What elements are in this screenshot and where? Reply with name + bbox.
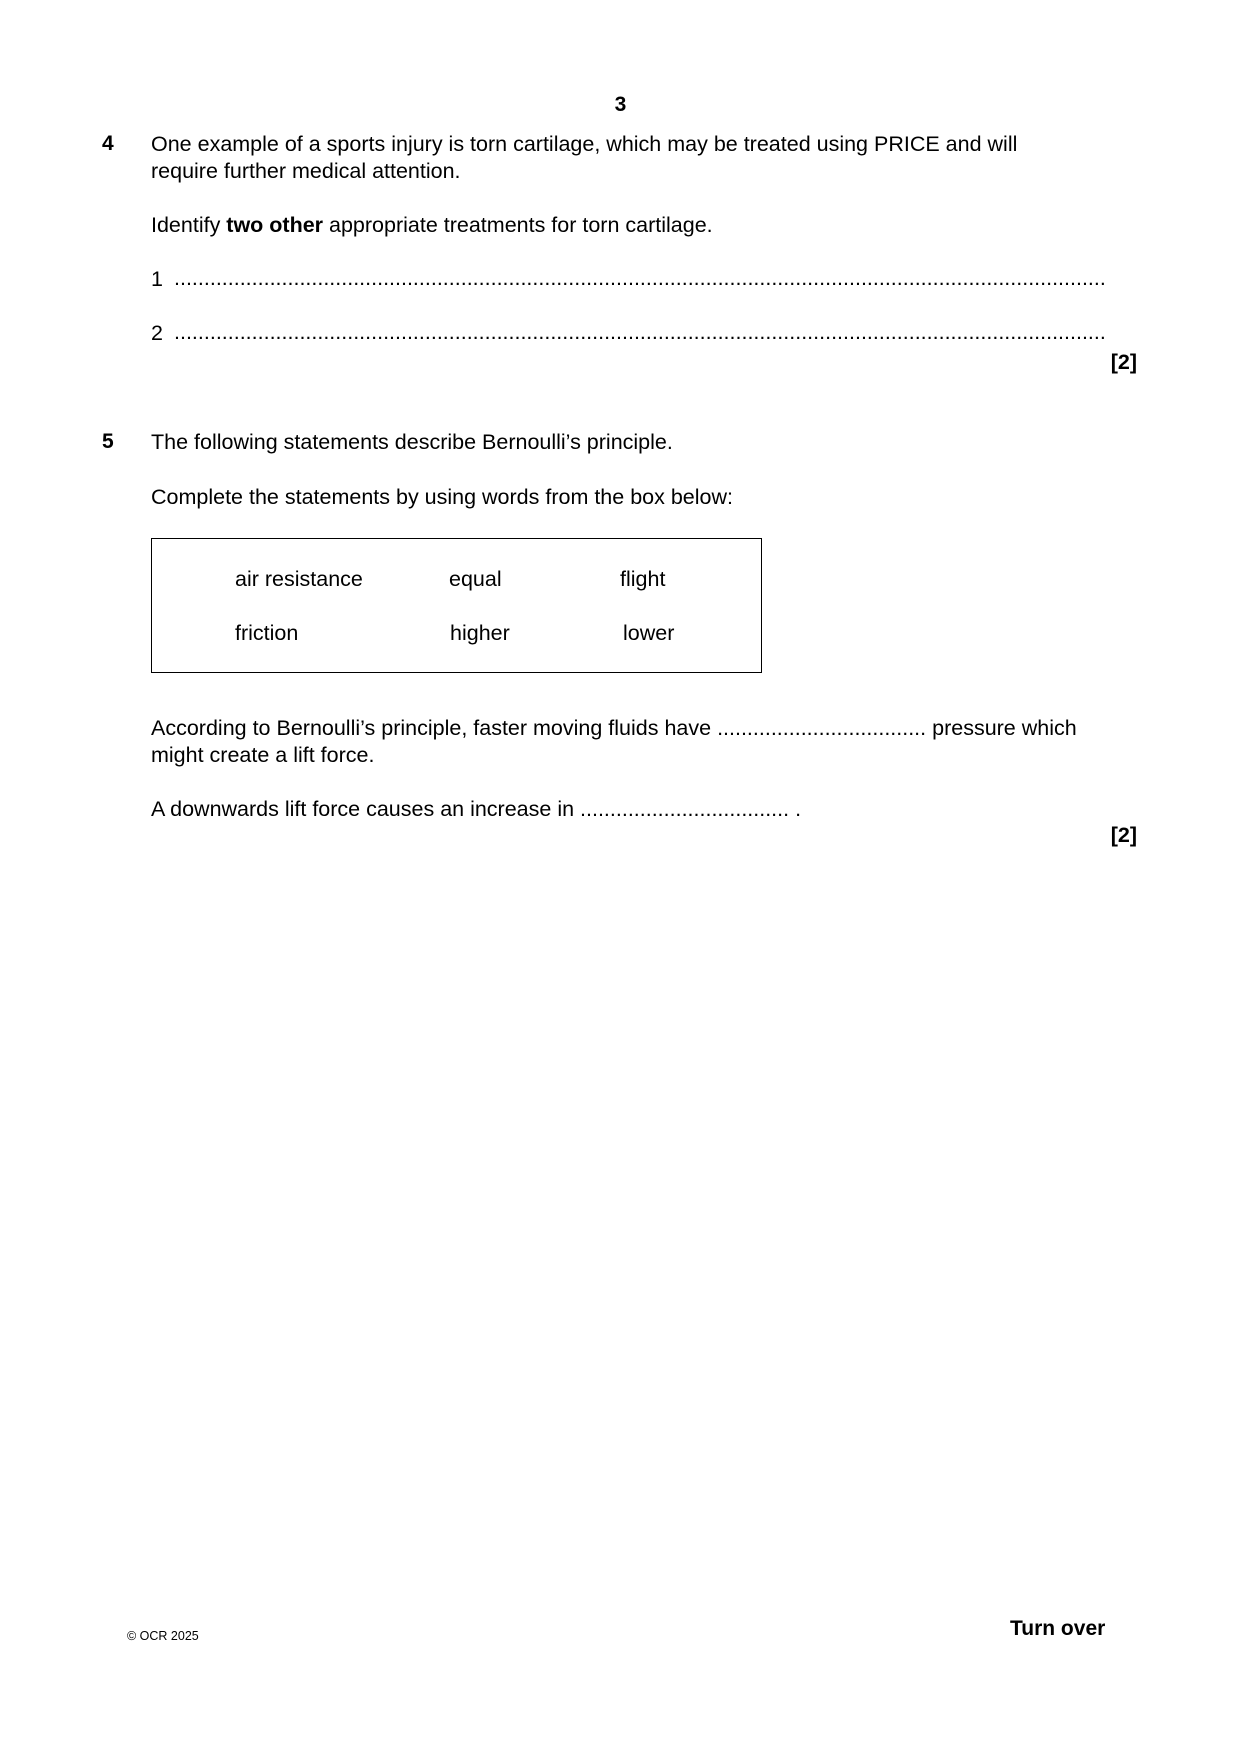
question-4-instruction-pre: Identify — [151, 213, 227, 237]
answer-line-2-label: 2 — [151, 321, 163, 345]
copyright-footer: © OCR 2025 — [127, 1629, 199, 1643]
answer-line-2[interactable]: ............................................................................................................................................................ — [174, 320, 1106, 344]
question-4-marks: [2] — [1110, 350, 1137, 374]
word-flight: flight — [620, 567, 666, 591]
statement-2-blank[interactable]: ................................... — [580, 797, 790, 821]
turn-over-footer: Turn over — [1010, 1617, 1106, 1640]
word-lower: lower — [623, 621, 675, 645]
statement-1 — [151, 715, 1137, 742]
question-4-instruction-bold: two other — [226, 213, 324, 237]
question-5-stem: The following statements describe Bernoulli’s principle. — [151, 430, 673, 454]
answer-line-1-label: 1 — [151, 267, 163, 291]
question-4-number: 4 — [102, 132, 114, 155]
word-box — [151, 538, 762, 673]
word-friction: friction — [235, 621, 299, 645]
word-equal: equal — [449, 567, 502, 591]
question-4-stem-line2: require further medical attention. — [151, 159, 461, 183]
statement-2-post: . — [789, 797, 802, 821]
question-4-instruction-post: appropriate treatments for torn cartilage. — [323, 213, 713, 237]
question-5-marks: [2] — [1110, 823, 1137, 847]
question-5-number: 5 — [102, 430, 114, 453]
word-higher: higher — [450, 621, 510, 645]
statement-1-pre: According to Bernoulli’s principle, faster moving fluids have — [151, 716, 718, 740]
question-4-instruction — [151, 212, 1111, 239]
question-4-stem — [151, 131, 1111, 185]
statement-1-post: pressure which — [926, 716, 1077, 740]
word-air-resistance: air resistance — [235, 567, 363, 591]
answer-line-1[interactable]: ............................................................................................................................................................ — [174, 266, 1106, 290]
question-5-instruction: Complete the statements by using words from the box below: — [151, 485, 733, 509]
statement-2 — [151, 796, 1111, 823]
statement-1-line2: might create a lift force. — [151, 743, 375, 767]
page-number: 3 — [614, 93, 627, 116]
statement-1-blank[interactable]: ................................... — [717, 716, 927, 740]
question-4-stem-line1: One example of a sports injury is torn cartilage, which may be treated using PRICE and will — [151, 132, 1018, 156]
statement-2-pre: A downwards lift force causes an increase in — [151, 797, 581, 821]
